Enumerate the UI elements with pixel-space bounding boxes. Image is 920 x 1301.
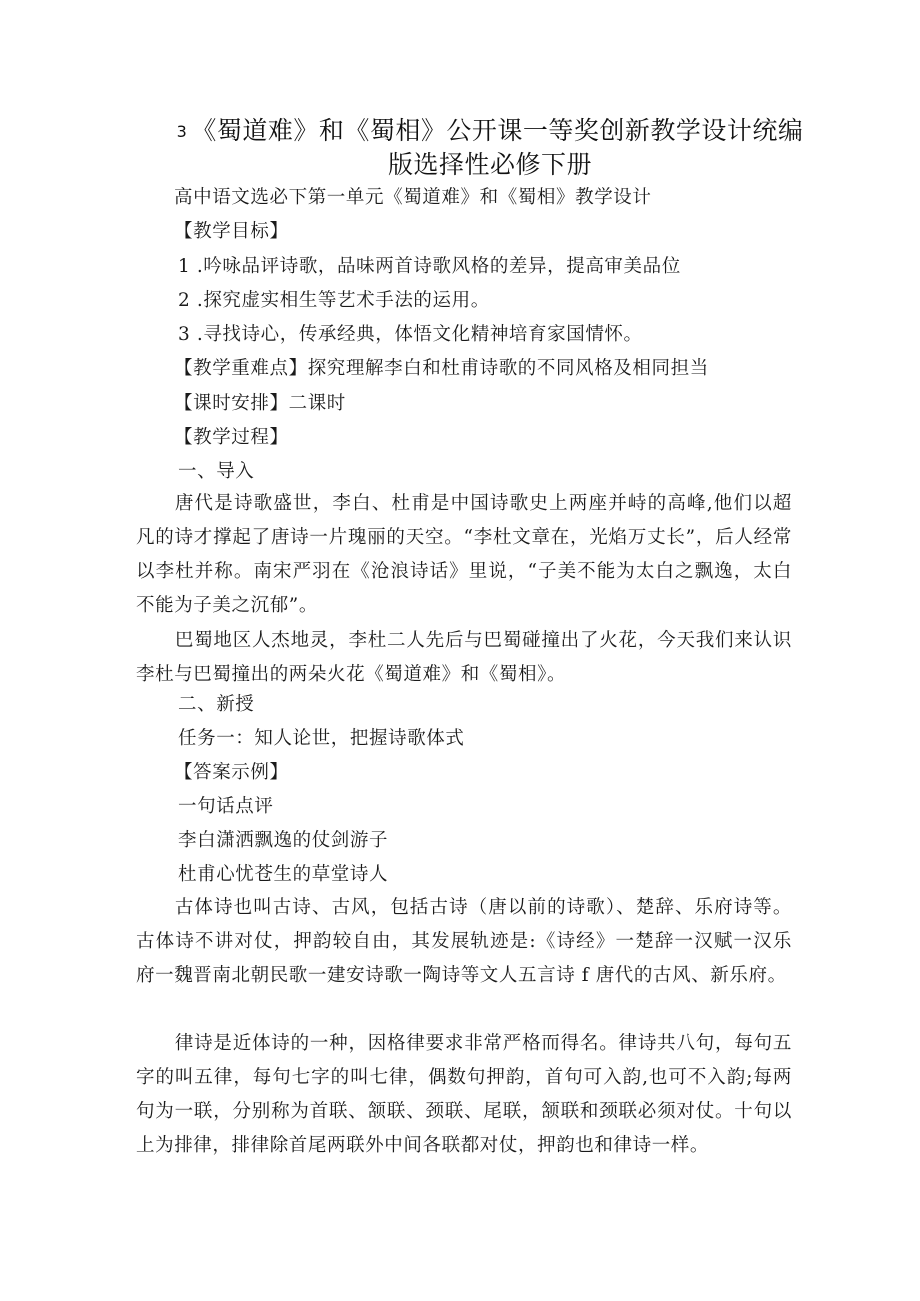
objective-2: 2 .探究虚实相生等艺术手法的运用。	[178, 290, 490, 311]
comment-du-fu: 杜甫心忧苍生的草堂诗人	[178, 864, 389, 885]
subtitle: 高中语文选必下第一单元《蜀道难》和《蜀相》教学设计	[174, 187, 652, 208]
section-2-heading: 二、新授	[178, 694, 255, 715]
document-title-line-1	[150, 114, 830, 149]
intro-paragraph-2: 巴蜀地区人杰地灵，李杜二人先后与巴蜀碰撞出了火花，今天我们来认识李杜与巴蜀撞出的两朵火花《蜀道难》和《蜀相》。	[136, 630, 792, 685]
regulated-verse-paragraph: 律诗是近体诗的一种，因格律要求非常严格而得名。律诗共八句，每句五字的叫五律，每句七字的叫七律，偶数句押韵，首句可入韵,也可不入韵;每两句为一联，分别称为首联、颔联、颈联、尾联，颔联和颈联必须对仗。十句以上为排律，排律除首尾两联外中间各联都对仗，押韵也和律诗一样。	[136, 1033, 792, 1156]
comment-li-bai: 李白潇洒飘逸的仗剑游子	[178, 830, 389, 851]
key-points: 【教学重难点】探究理解李白和杜甫诗歌的不同风格及相同担当	[174, 358, 709, 379]
schedule: 【课时安排】二课时	[174, 393, 346, 414]
document-title-line-2: 版选择性必修下册	[387, 150, 592, 179]
comment-heading: 一句话点评	[178, 796, 274, 817]
section-1-heading: 一、导入	[178, 461, 255, 482]
objective-3: 3 .寻找诗心，传承经典，体悟文化精神培育家国情怀。	[178, 324, 643, 345]
answer-heading: 【答案示例】	[174, 762, 289, 783]
intro-paragraph-1: 唐代是诗歌盛世，李白、杜甫是中国诗歌史上两座并峙的高峰,他们以超凡的诗才撑起了唐诗一片瑰丽的天空。“李杜文章在，光焰万丈长”，后人经常以李杜并称。南宋严羽在《沧浪诗话》里说，“子美不能为太白之飘逸，太白不能为子美之沉郁”。	[136, 493, 792, 616]
title-text-1: 《蜀道难》和《蜀相》公开课一等奖创新教学设计统编	[191, 116, 804, 145]
objectives-heading: 【教学目标】	[174, 221, 289, 242]
process-heading: 【教学过程】	[174, 427, 289, 448]
title-number: 3	[176, 122, 188, 141]
task-1-heading: 任务一：知人论世，把握诗歌体式	[178, 728, 465, 749]
ancient-poetry-paragraph: 古体诗也叫古诗、古风，包括古诗（唐以前的诗歌）、楚辞、乐府诗等。古体诗不讲对仗，押韵较自由，其发展轨迹是:《诗经》一楚辞一汉赋一汉乐府一魏晋南北朝民歌一建安诗歌一陶诗等文人五言诗 f 唐代的古风、新乐府。	[136, 897, 792, 986]
objective-1: 1 .吟咏品评诗歌，品味两首诗歌风格的差异，提高审美品位	[178, 256, 681, 277]
